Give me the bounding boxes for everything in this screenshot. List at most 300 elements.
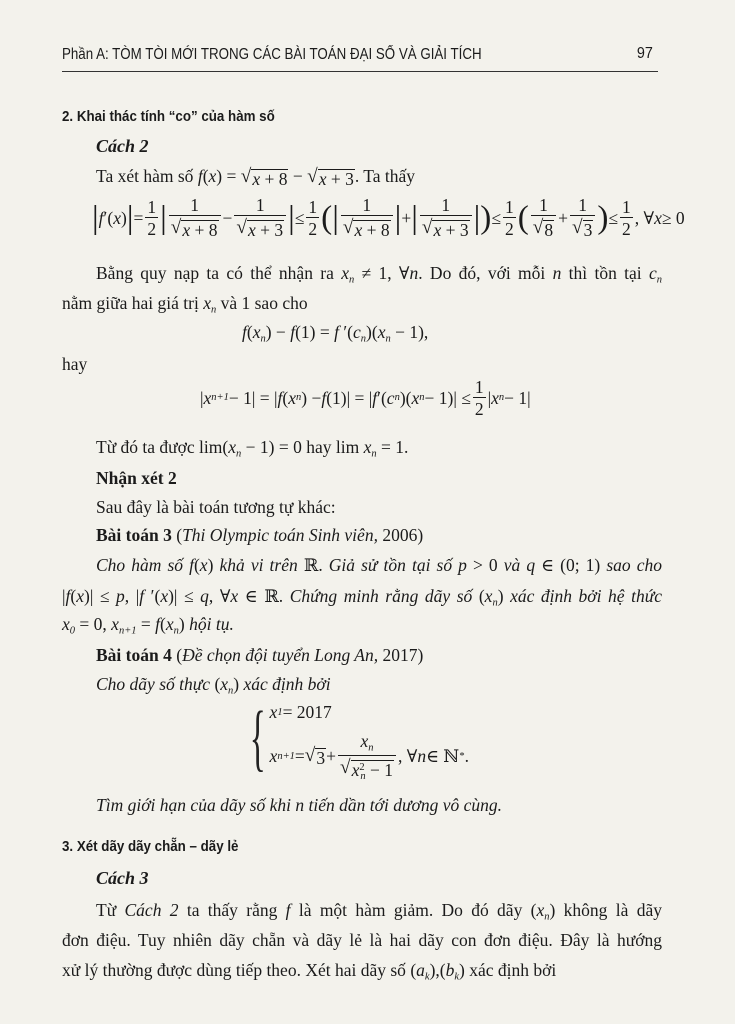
- text-run: đơn điệu. Tuy nhiên dãy chẵn và dãy lẻ là hai dãy con đơn điệu. Đây là hướng: [62, 930, 662, 950]
- text-run: .: [464, 746, 470, 767]
- system-row: [270, 702, 470, 723]
- text-run: Nhận xét 2: [96, 468, 177, 488]
- radical-sign-icon: √: [307, 166, 318, 187]
- text-run: 1: [190, 195, 200, 216]
- math-variable: x: [433, 220, 442, 241]
- denominator: [420, 215, 472, 240]
- text-run: Cách 2: [96, 136, 149, 156]
- remark-heading: [96, 467, 177, 489]
- text-run: ) =: [216, 166, 241, 186]
- text-run: ): [549, 900, 556, 920]
- text-run: −: [288, 166, 308, 186]
- text-run: − 1)| ≤: [424, 388, 471, 408]
- square-root: [572, 218, 593, 240]
- text-run: ),(: [429, 960, 446, 980]
- math-variable: Tìm giới hạn của dãy số khi: [96, 795, 296, 815]
- text-run: + 8: [362, 220, 390, 241]
- text-run: Cách 3: [96, 868, 149, 888]
- math-variable: b: [445, 960, 455, 980]
- text-run: xử lý thường được dùng tiếp theo. Xét hai dãy số: [62, 960, 411, 980]
- square-root: [340, 758, 394, 783]
- denominator: [341, 215, 393, 240]
- paragraph-line: [62, 959, 556, 989]
- subscript: n: [348, 274, 355, 286]
- text-run: ∈ ℕ: [426, 746, 460, 767]
- radicand: [318, 169, 355, 189]
- denominator: [531, 215, 556, 240]
- math-variable: Cho hàm số: [96, 555, 190, 575]
- text-run: 8: [544, 220, 554, 241]
- method-heading-2: [96, 135, 149, 157]
- math-variable: f: [65, 586, 71, 606]
- subscript: n+1: [211, 392, 229, 403]
- paragraph-line: [96, 899, 662, 929]
- radical-sign-icon: √: [339, 756, 351, 778]
- text-run: |: [62, 586, 66, 606]
- square-root: [533, 218, 554, 240]
- text-run: + 3: [326, 169, 354, 189]
- math-variable: x: [491, 388, 499, 408]
- fraction: [341, 195, 393, 240]
- math-variable: f: [334, 322, 339, 342]
- text-run: )| ≤: [84, 586, 117, 606]
- math-variable: q: [200, 586, 209, 606]
- text-run: +: [401, 208, 412, 228]
- subscript: n: [236, 448, 242, 460]
- fraction: [570, 195, 595, 240]
- math-variable: f: [197, 166, 203, 186]
- problem-3-statement: [96, 554, 662, 576]
- text-run: ′(: [103, 208, 114, 228]
- text-run: |: [200, 388, 204, 408]
- text-run: Sau đây là bài toán tương tự khác:: [96, 497, 336, 517]
- numerator: [306, 197, 319, 217]
- text-run: Ta xét hàm số: [96, 166, 198, 186]
- text-run: (: [70, 586, 77, 606]
- math-variable: Đề chọn đội tuyển Long An,: [182, 645, 379, 665]
- text-run: + 3: [255, 220, 284, 241]
- math-variable: Chứng minh rằng dãy số: [289, 586, 479, 606]
- math-variable: x: [484, 586, 493, 606]
- numerator: [620, 197, 633, 217]
- text-run: và 1 sao cho: [216, 293, 308, 313]
- text-run: ): [120, 208, 127, 228]
- text-run: − 1) = 0 hay lim: [241, 437, 364, 457]
- system-rows: [270, 702, 470, 783]
- text-run: ∈ ℝ.: [238, 586, 290, 606]
- radicand: [251, 169, 288, 189]
- math-variable: p: [458, 555, 467, 575]
- text-run: ∈ (0; 1): [535, 555, 607, 575]
- math-variable: f: [290, 322, 296, 342]
- text-run: |: [487, 388, 492, 408]
- text-run: > 0: [466, 555, 504, 575]
- denominator: [620, 217, 633, 239]
- denominator: [503, 217, 516, 239]
- numerator: [576, 195, 589, 215]
- text-run: ≤: [294, 208, 305, 228]
- running-header: Phần A: TÒM TÒI MỚI TRONG CÁC BÀI TOÁN ĐẠI SỐ VÀ GIẢI TÍCH: [62, 46, 482, 63]
- math-variable: x: [288, 388, 296, 408]
- superscript: 2: [359, 761, 365, 773]
- math-variable: x: [208, 166, 217, 186]
- radicand: [315, 748, 326, 768]
- mean-value-formula: [242, 321, 428, 351]
- subscript: n: [210, 304, 217, 316]
- text-run: ): [178, 614, 190, 634]
- subscript: n: [394, 392, 400, 403]
- math-variable: f: [155, 614, 161, 634]
- problem-4-statement: [96, 673, 331, 703]
- denominator: [338, 755, 396, 783]
- math-variable: f: [98, 208, 104, 228]
- fraction: [338, 731, 396, 783]
- text-run: ′(: [338, 322, 353, 342]
- section-heading-3: [62, 836, 238, 858]
- left-brace: {: [249, 697, 266, 780]
- text-run: =: [133, 208, 144, 228]
- text-run: Từ: [96, 900, 125, 920]
- recurrence-system: [240, 697, 470, 783]
- text-run: 1: [308, 196, 318, 217]
- radicand: [353, 220, 390, 240]
- text-run: (: [193, 555, 200, 575]
- text-run: (: [282, 388, 289, 408]
- fraction: [234, 195, 286, 240]
- math-variable: n: [409, 263, 419, 283]
- math-variable: f: [242, 322, 247, 342]
- radicand: [583, 220, 594, 240]
- text-run: 1: [539, 195, 548, 216]
- text-run: − 1|: [504, 388, 531, 408]
- text-run: ≥ 0: [661, 208, 685, 228]
- radical-sign-icon: √: [304, 744, 316, 766]
- text-run: (: [478, 586, 485, 606]
- math-variable: x: [76, 586, 84, 606]
- subscript: n: [260, 333, 266, 345]
- math-variable: x: [654, 208, 662, 228]
- text-run: 3. Xét dãy dãy chẵn – dãy lẻ: [62, 839, 239, 855]
- math-variable: c: [353, 322, 361, 342]
- text-run: (1)| = |: [326, 388, 373, 408]
- text-run: (: [202, 166, 209, 186]
- text-run: ≤: [608, 208, 618, 228]
- numerator: [360, 195, 373, 215]
- paragraph-line: [62, 929, 662, 951]
- text-run: 3: [583, 220, 593, 241]
- math-variable: f: [277, 388, 283, 408]
- text-run: ′(: [377, 388, 387, 408]
- text-run: 1: [578, 195, 588, 216]
- math-variable: xác định bởi hệ thức: [503, 586, 663, 606]
- math-variable: x: [111, 614, 119, 634]
- fraction: [503, 197, 516, 239]
- math-variable: x: [252, 169, 261, 189]
- math-variable: x: [269, 746, 278, 767]
- system-row: [270, 731, 470, 783]
- math-variable: x: [165, 614, 174, 634]
- fraction: [145, 197, 158, 239]
- text-run: + 8: [260, 169, 288, 189]
- numerator: [503, 197, 516, 217]
- math-variable: x: [341, 263, 349, 283]
- square-root: [241, 167, 289, 189]
- text-run: . Do đó, với mỗi: [418, 263, 553, 283]
- math-variable: x: [354, 220, 363, 241]
- radicand: [351, 760, 394, 783]
- subscript: k: [424, 971, 430, 983]
- text-run: (: [530, 900, 537, 920]
- math-variable: x: [247, 220, 256, 241]
- paragraph-line: [96, 165, 415, 189]
- problem-3-heading: [96, 524, 423, 546]
- text-run: 2006): [377, 525, 424, 545]
- text-run: 2: [504, 219, 514, 239]
- math-variable: f: [321, 388, 327, 408]
- math-variable: x: [269, 702, 278, 722]
- math-variable: n: [295, 795, 305, 815]
- math-variable: Cho dãy số thực: [96, 674, 215, 694]
- math-variable: x: [113, 208, 121, 228]
- denominator: [306, 217, 319, 239]
- text-run: +: [326, 746, 336, 767]
- numerator: [188, 195, 201, 215]
- numerator: [439, 195, 452, 215]
- problem-4-question: [96, 794, 502, 816]
- math-variable: hội tụ.: [189, 614, 234, 634]
- text-run: 1: [622, 196, 631, 217]
- subscript: k: [454, 971, 460, 983]
- numerator: [358, 731, 375, 755]
- denominator: [234, 215, 286, 240]
- radicand: [543, 220, 554, 240]
- text-run: 1: [255, 195, 265, 216]
- math-variable: q: [526, 555, 536, 575]
- square-root: [171, 218, 219, 240]
- paragraph-line: [62, 353, 87, 375]
- text-run: ) −: [265, 322, 291, 342]
- math-variable: f: [372, 388, 378, 408]
- subscript: n: [228, 685, 234, 697]
- math-variable: x: [536, 900, 545, 920]
- radicand: [247, 220, 284, 240]
- paragraph-line: [96, 496, 336, 518]
- header-rule: [62, 71, 658, 72]
- subscript: n: [360, 333, 367, 345]
- subscript: n: [296, 392, 302, 403]
- radicand: [432, 220, 469, 240]
- math-variable: x: [411, 388, 420, 408]
- text-run: − 1),: [390, 322, 429, 342]
- text-run: +: [558, 208, 568, 228]
- radical-sign-icon: √: [532, 217, 544, 239]
- math-variable: c: [386, 388, 395, 408]
- text-run: 2: [308, 219, 318, 239]
- math-variable: f: [189, 555, 194, 575]
- subscript: n: [368, 742, 374, 754]
- radical-sign-icon: √: [236, 217, 247, 239]
- text-run: ′(: [144, 586, 161, 606]
- problem-4-heading: [96, 644, 423, 666]
- text-run: + 3: [441, 220, 469, 241]
- subscript: n: [544, 911, 550, 923]
- text-run: 1: [441, 195, 451, 216]
- text-run: (: [410, 960, 417, 980]
- denominator: [570, 215, 595, 240]
- text-run: ℝ.: [303, 555, 329, 575]
- math-variable: n: [552, 263, 562, 283]
- text-run: − 1: [365, 759, 394, 780]
- text-run: = 2017: [282, 702, 332, 722]
- text-run: ≤: [491, 208, 501, 228]
- denominator: [169, 215, 221, 240]
- subscript: n: [371, 448, 377, 460]
- subscript: 0: [69, 625, 76, 637]
- text-run: Từ đó ta được lim(: [96, 437, 229, 457]
- text-run: Bằng quy nạp ta có thể nhận ra: [96, 263, 342, 283]
- text-run: )(: [399, 388, 412, 408]
- text-run: , |: [124, 586, 140, 606]
- subscript: n: [173, 625, 179, 637]
- subscript: n+1: [118, 625, 137, 637]
- math-variable: Thi Olympic toán Sinh viên,: [182, 525, 378, 545]
- numerator: [145, 197, 158, 217]
- math-variable: x: [363, 437, 372, 457]
- text-run: )(: [366, 322, 378, 342]
- derivative-bound-formula: | f ′( x ) | = $\frac{1}{2}$ | 1 √ x + 8 − 1 √ x + 3 | ≤ $\frac{1}{2}$ ( | 1 √ x + 8 | + | 1 √ x + 3 | ) ≤ $\frac{1}{2}$ ( 1 √ 8 + 1 √ 3 ) ≤ $\frac{1}{2}$ , ∀ x ≥ 0: [92, 195, 685, 241]
- fraction: [169, 195, 221, 240]
- text-run: (1) =: [295, 322, 335, 342]
- numerator: [254, 195, 267, 215]
- math-variable: c: [648, 263, 657, 283]
- radical-sign-icon: √: [342, 217, 354, 239]
- subscript: n: [385, 333, 391, 345]
- fraction: [306, 197, 319, 239]
- text-run: 1: [504, 196, 514, 217]
- math-variable: Cách 2: [124, 900, 179, 920]
- method-heading-3: [96, 867, 149, 889]
- math-variable: p: [116, 586, 125, 606]
- math-variable: x: [377, 322, 386, 342]
- text-run: 2: [474, 399, 484, 419]
- text-run: ) −: [301, 388, 322, 408]
- math-variable: và: [503, 555, 527, 575]
- subscript: n: [360, 771, 366, 783]
- paragraph-line: [96, 436, 408, 466]
- text-run: Bài toán 4: [96, 645, 172, 665]
- text-run: − 1| = |: [228, 388, 278, 408]
- subscript: n: [419, 392, 425, 403]
- subscript: n+1: [277, 751, 295, 763]
- text-run: = 0,: [75, 614, 112, 634]
- text-run: )| ≤: [168, 586, 201, 606]
- fraction: [420, 195, 472, 240]
- text-run: , ∀: [634, 208, 655, 228]
- text-run: 1: [362, 195, 372, 216]
- radical-sign-icon: √: [240, 166, 252, 187]
- problem-3-statement: [62, 613, 234, 643]
- math-variable: a: [416, 960, 425, 980]
- contraction-formula: [200, 374, 531, 422]
- section-heading-2: [62, 106, 275, 128]
- square-root: [307, 167, 355, 189]
- text-run: , ∀: [398, 746, 418, 767]
- square-root: [305, 746, 326, 768]
- paragraph-line: [62, 292, 308, 322]
- text-run: thì tồn tại: [561, 263, 649, 283]
- math-variable: tiến dần tới dương vô cùng.: [304, 795, 503, 815]
- square-root: [422, 218, 470, 240]
- math-variable: xác định bởi: [239, 674, 331, 694]
- math-variable: f: [285, 900, 291, 920]
- text-run: không là dãy: [555, 900, 662, 920]
- radical-sign-icon: √: [571, 217, 583, 239]
- math-variable: x: [220, 674, 229, 694]
- text-run: . Ta thấy: [354, 166, 416, 186]
- math-variable: x: [182, 220, 191, 241]
- math-variable: sao cho: [606, 555, 662, 575]
- text-run: 2: [147, 219, 157, 239]
- math-variable: x: [230, 586, 239, 606]
- text-run: xác định bởi: [464, 960, 557, 980]
- text-run: 2. Khai thác tính “co” của hàm số: [62, 109, 275, 125]
- text-run: ≠ 1, ∀: [354, 263, 410, 283]
- math-variable: x: [351, 759, 360, 780]
- denominator: [145, 217, 158, 239]
- text-run: nằm giữa hai giá trị: [62, 293, 204, 313]
- text-run: 3: [316, 747, 326, 768]
- fraction: [473, 377, 486, 419]
- text-run: Bài toán 3: [96, 525, 172, 545]
- math-variable: Giả sử tồn tại số: [328, 555, 459, 575]
- paragraph-line: [96, 262, 662, 292]
- math-variable: x: [228, 437, 237, 457]
- text-run: ): [207, 555, 214, 575]
- text-run: hay: [62, 354, 88, 374]
- math-variable: x: [252, 322, 261, 342]
- radical-sign-icon: √: [170, 217, 182, 239]
- math-variable: x: [160, 586, 169, 606]
- text-run: ): [497, 586, 504, 606]
- math-variable: x: [203, 388, 212, 408]
- text-run: ): [233, 674, 240, 694]
- text-run: là một hàm giảm. Do đó dãy: [290, 900, 531, 920]
- math-variable: n: [417, 746, 427, 767]
- fraction: [620, 197, 633, 239]
- text-run: −: [222, 208, 233, 228]
- subscript: n: [492, 597, 498, 609]
- numerator: [537, 195, 550, 215]
- math-variable: x: [62, 614, 70, 634]
- text-run: (: [160, 614, 166, 634]
- problem-3-statement: [62, 585, 662, 615]
- fraction: [531, 195, 556, 240]
- subscript: n: [498, 392, 505, 403]
- text-run: 2017): [378, 645, 424, 665]
- text-run: =: [136, 614, 156, 634]
- math-variable: x: [360, 731, 369, 751]
- text-run: = 1.: [376, 437, 409, 457]
- text-run: , ∀: [208, 586, 231, 606]
- subscript: n: [656, 274, 662, 286]
- text-run: 1: [474, 376, 484, 397]
- text-run: 1: [147, 196, 157, 217]
- square-root: [343, 218, 391, 240]
- denominator: [473, 397, 486, 419]
- radical-sign-icon: √: [421, 217, 433, 239]
- text-run: 2: [622, 219, 631, 239]
- text-run: (: [214, 674, 221, 694]
